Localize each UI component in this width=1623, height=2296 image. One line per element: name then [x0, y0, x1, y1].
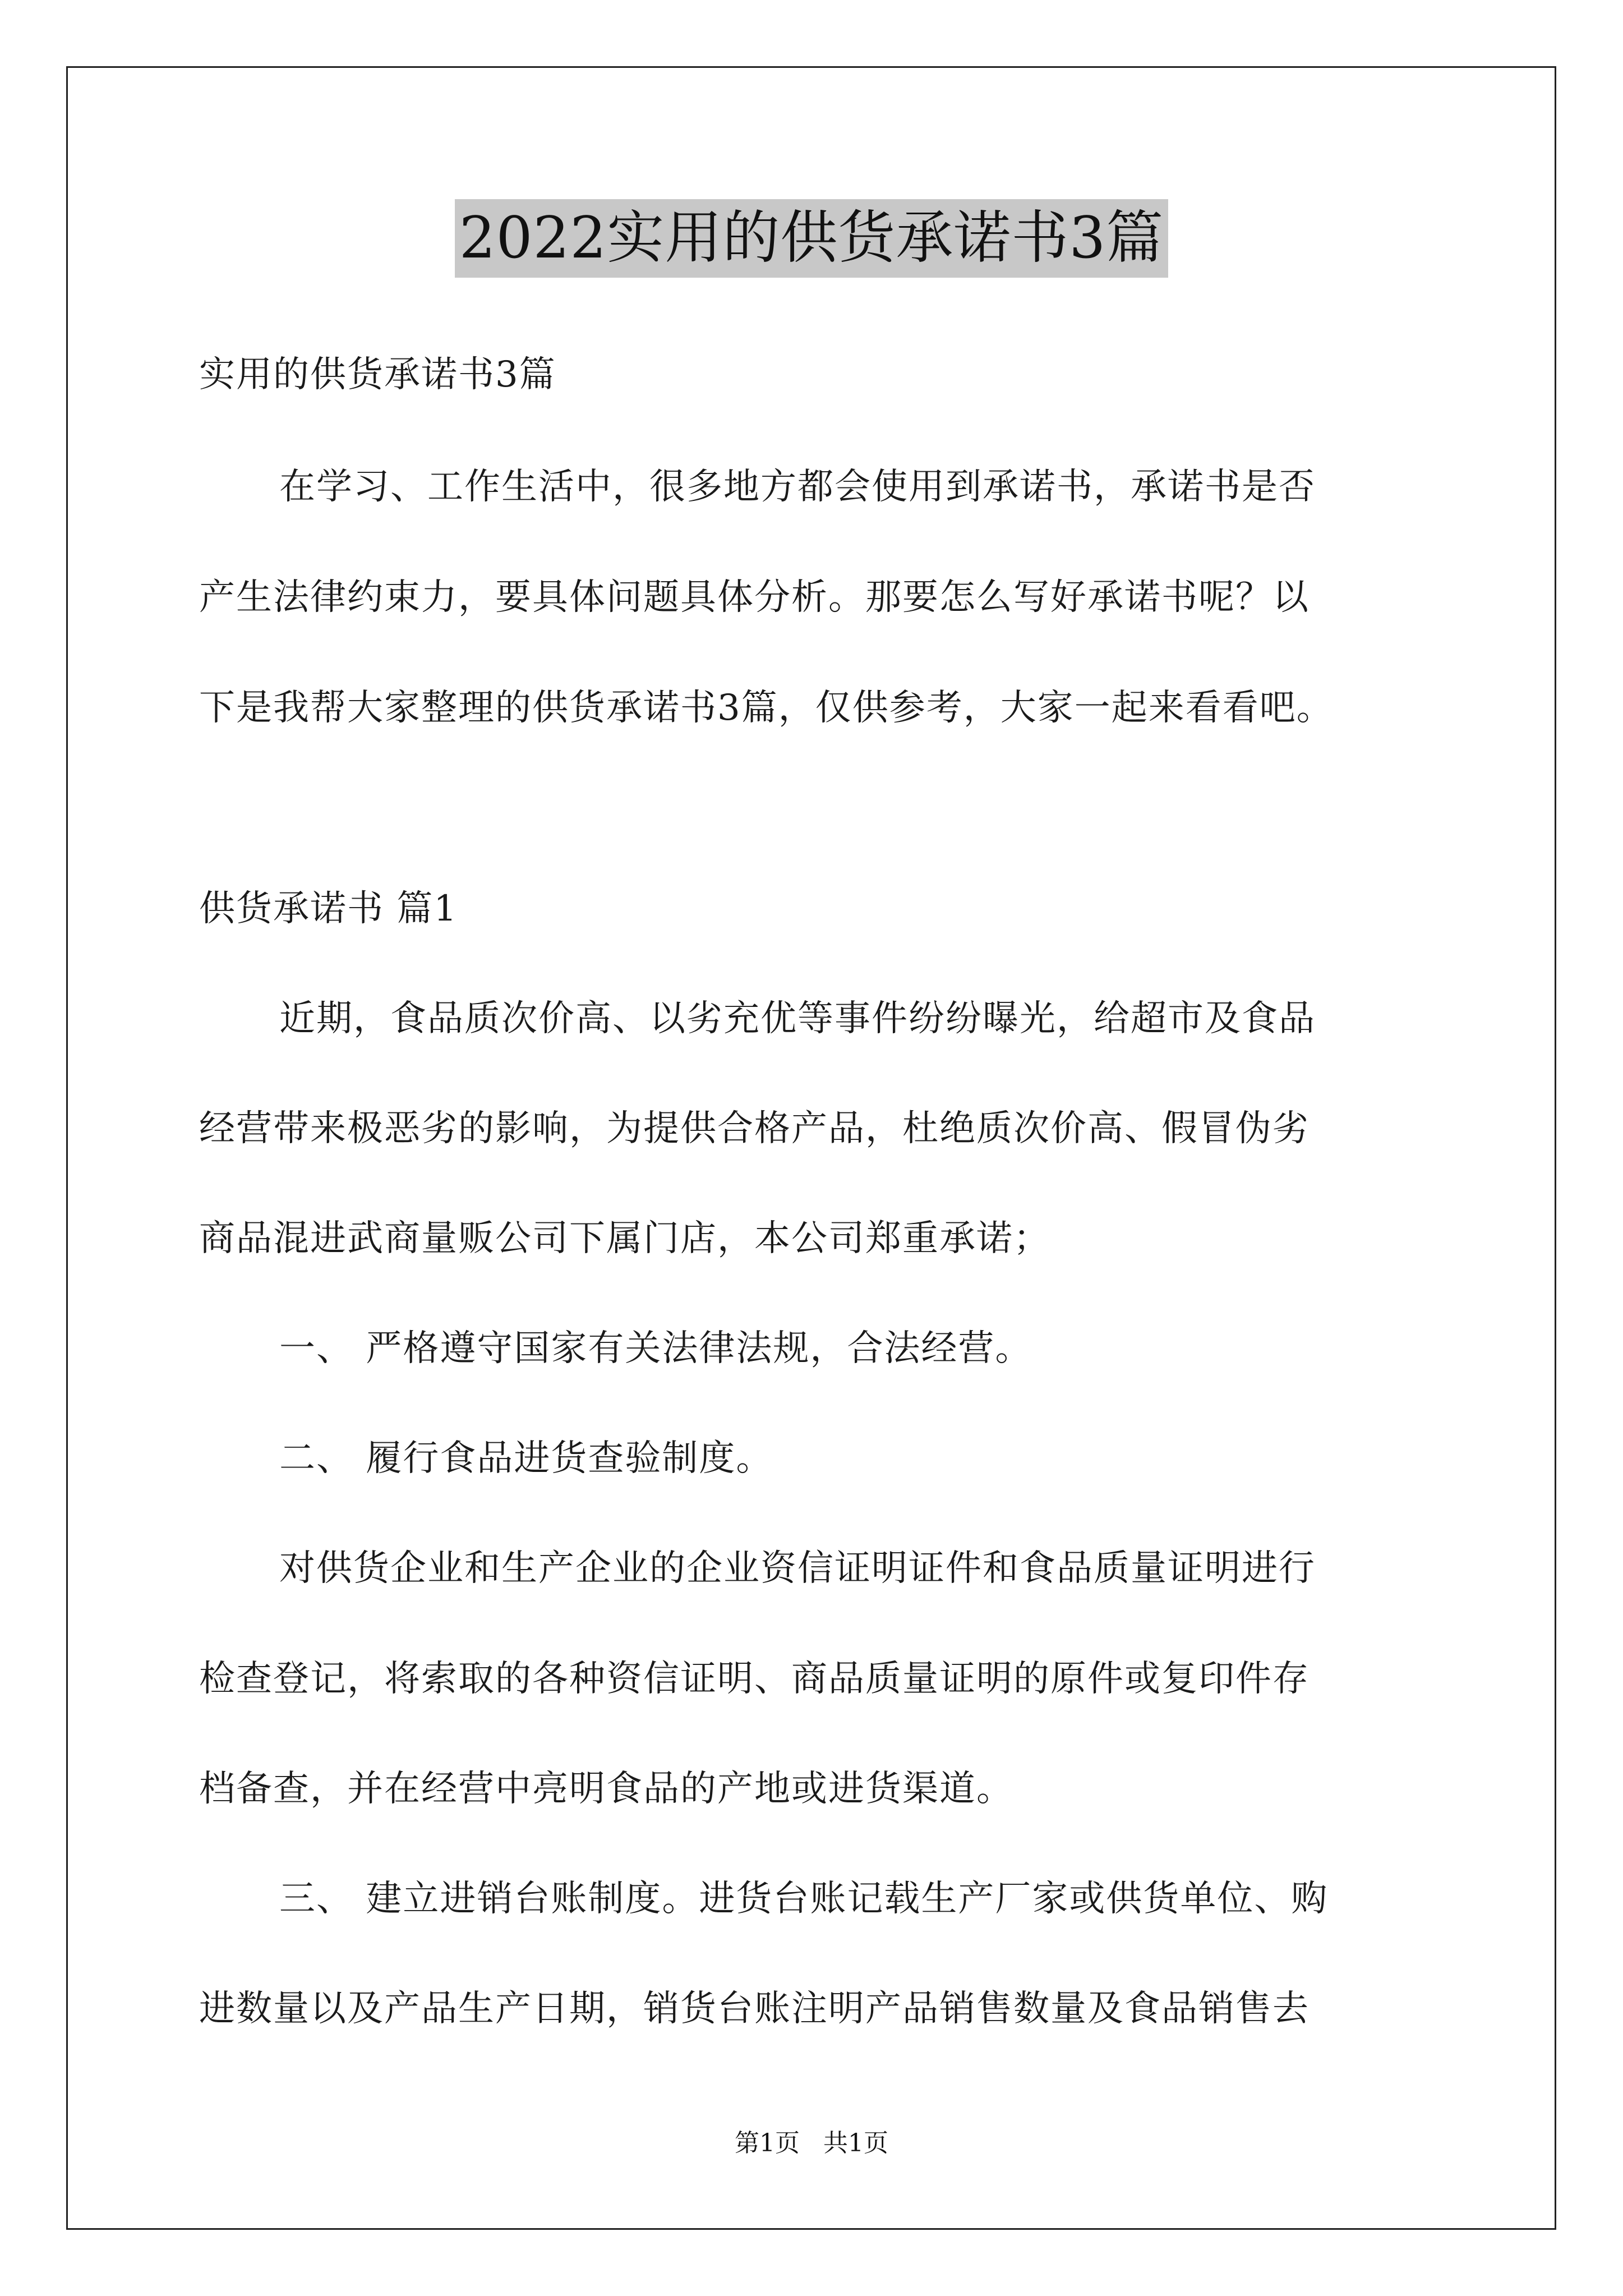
intro-line-3: 下是我帮大家整理的供货承诺书3篇，仅供参考，大家一起来看看吧。: [199, 687, 1334, 729]
document-subtitle: 实用的供货承诺书3篇: [199, 354, 556, 395]
page-total: 共1页: [823, 2129, 888, 2157]
section1-line-7: 检查登记，将索取的各种资信证明、商品质量证明的原件或复印件存: [199, 1658, 1310, 1700]
section1-line-4: 一、 严格遵守国家有关法律法规，合法经营。: [279, 1328, 1032, 1369]
title-container: [0, 199, 1623, 278]
intro-line-2: 产生法律约束力，要具体问题具体分析。那要怎么写好承诺书呢？以: [199, 577, 1310, 618]
section1-line-5: 二、 履行食品进货查验制度。: [279, 1438, 773, 1479]
section1-line-2: 经营带来极恶劣的影响，为提供合格产品，杜绝质次价高、假冒伪劣: [199, 1108, 1310, 1149]
page-number: 第1页: [735, 2129, 800, 2157]
section1-line-6: 对供货企业和生产企业的企业资信证明证件和食品质量证明进行: [279, 1548, 1316, 1589]
document-title: 2022实用的供货承诺书3篇: [455, 199, 1168, 278]
section1-line-10: 进数量以及产品生产日期，销货台账注明产品销售数量及食品销售去: [199, 1988, 1310, 2030]
page-footer: [0, 2128, 1623, 2159]
section1-line-1: 近期，食品质次价高、以劣充优等事件纷纷曝光，给超市及食品: [279, 998, 1316, 1039]
section1-line-9: 三、 建立进销台账制度。进货台账记载生产厂家或供货单位、购: [279, 1878, 1329, 1920]
section1-line-3: 商品混进武商量贩公司下属门店，本公司郑重承诺；: [199, 1218, 1050, 1259]
section1-heading: 供货承诺书 篇1: [199, 888, 458, 930]
intro-line-1: 在学习、工作生活中，很多地方都会使用到承诺书，承诺书是否: [279, 466, 1316, 508]
section1-line-8: 档备查，并在经营中亮明食品的产地或进货渠道。: [199, 1768, 1013, 1810]
